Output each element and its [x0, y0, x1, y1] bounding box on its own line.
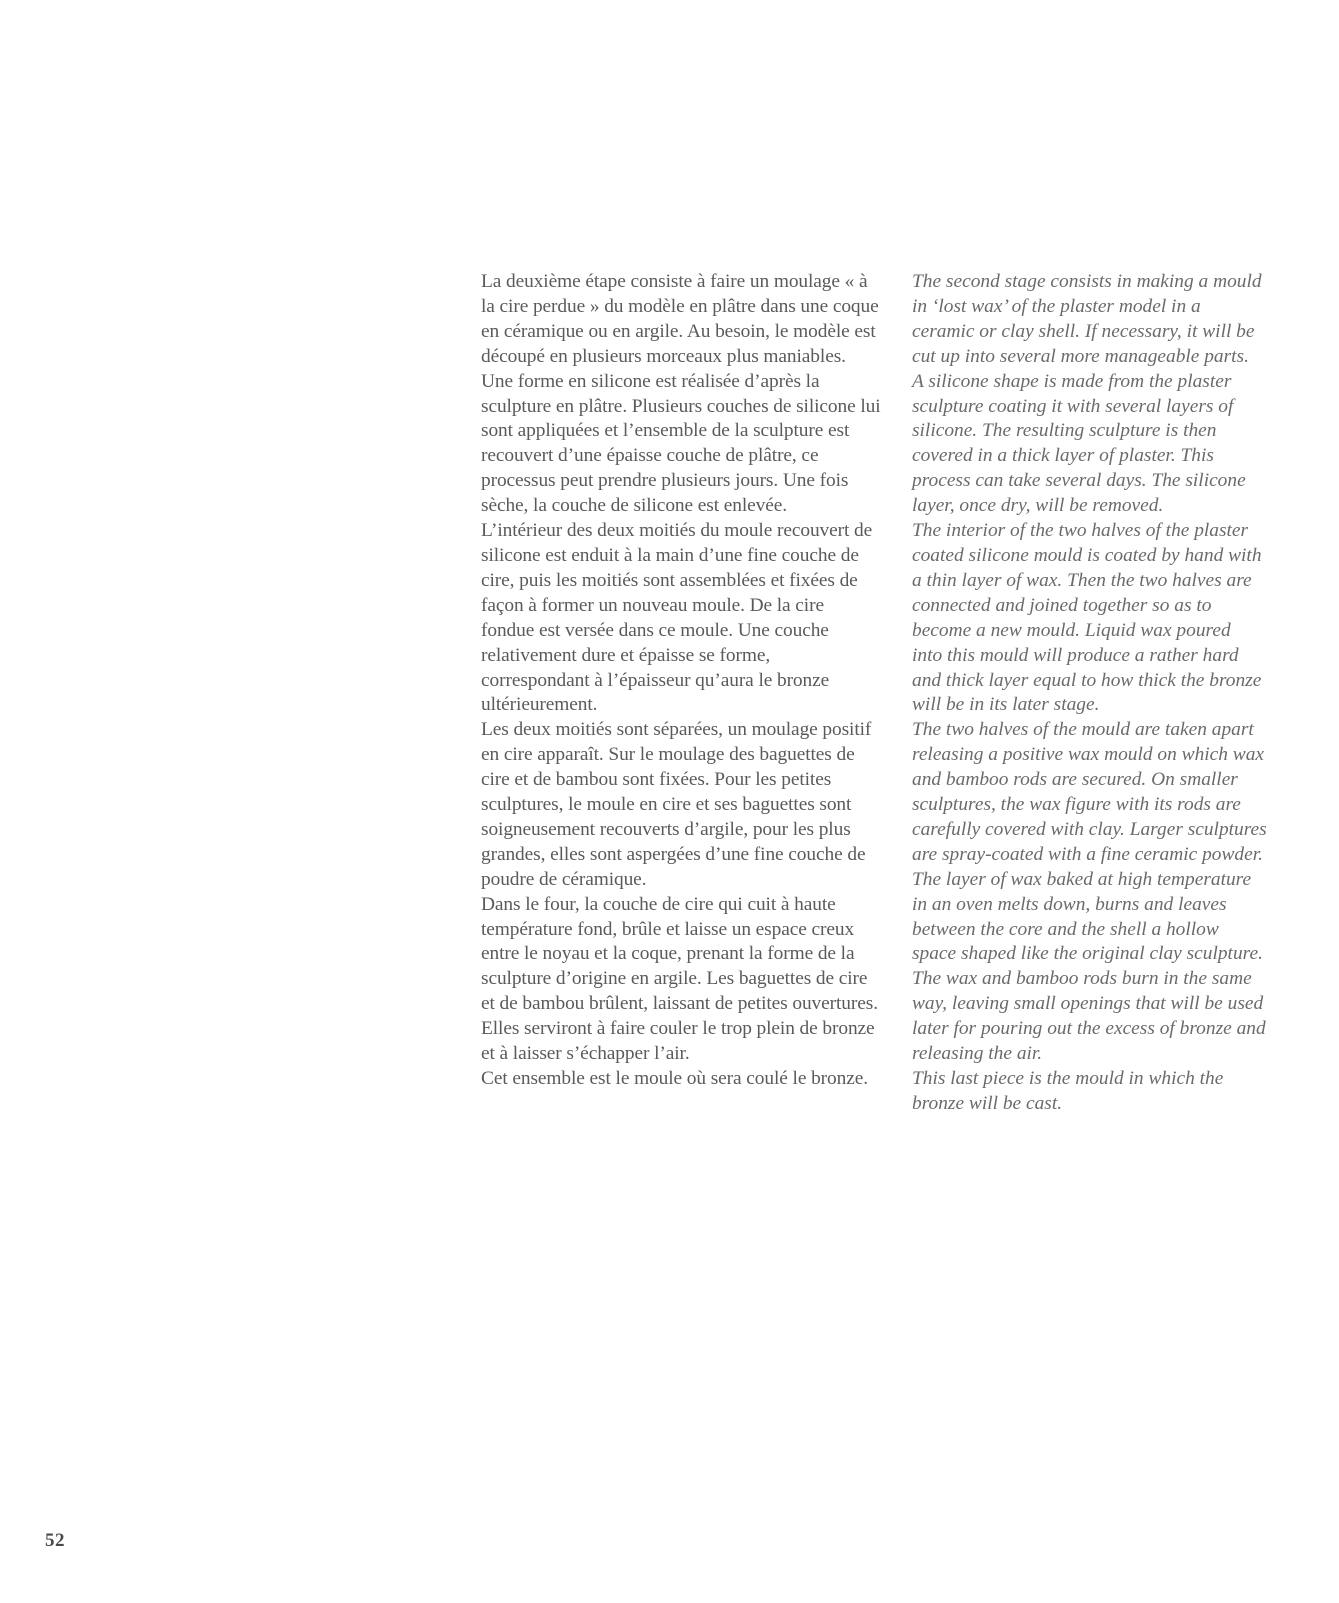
english-line: releasing the air.: [912, 1043, 1043, 1065]
english-line: process can take several days. The silicone: [912, 470, 1246, 492]
english-line: coated silicone mould is coated by hand with: [912, 544, 1262, 566]
english-line: in an oven melts down, burns and leaves: [912, 893, 1227, 915]
english-line: later for pouring out the excess of bronze and: [912, 1018, 1266, 1040]
english-line: cut up into several more manageable parts.: [912, 345, 1249, 367]
english-line: connected and joined together so as to: [912, 594, 1212, 616]
english-line: between the core and the shell a hollow: [912, 918, 1219, 940]
english-line: become a new mould. Liquid wax poured: [912, 619, 1231, 641]
english-line: carefully covered with clay. Larger sculptures: [912, 818, 1267, 840]
english-line: a thin layer of wax. Then the two halves are: [912, 569, 1252, 591]
english-line: will be in its later stage.: [912, 694, 1100, 716]
english-line: The second stage consists in making a mould: [912, 271, 1262, 292]
english-line: The wax and bamboo rods burn in the same: [912, 968, 1252, 990]
english-line: layer, once dry, will be removed.: [912, 495, 1164, 517]
english-line: A silicone shape is made from the plaster: [912, 370, 1232, 392]
english-line: The interior of the two halves of the plaster: [912, 520, 1249, 542]
english-line: sculpture coating it with several layers of: [912, 395, 1234, 417]
english-line: way, leaving small openings that will be used: [912, 993, 1264, 1015]
english-line: in ‘lost wax’ of the plaster model in a: [912, 295, 1201, 317]
english-line: and thick layer equal to how thick the bronze: [912, 669, 1262, 691]
english-line: bronze will be cast.: [912, 1092, 1063, 1114]
english-line: covered in a thick layer of plaster. This: [912, 445, 1214, 467]
french-paragraph-2: Une forme en silicone est réalisée d’après la sculpture en plâtre. Plusieurs couches de silicone lui sont appliquées et l’ensemble de la sculpture est recouvert d’une épaisse couche de plâtre, ce processus peut prendre plusieurs jours. Une fois sèche, la couche de silicone est enlevée.: [481, 370, 881, 517]
english-line: This last piece is the mould in which the: [912, 1068, 1224, 1089]
french-paragraph-1: La deuxième étape consiste à faire un moulage « à la cire perdue » du modèle en plâtre dans une coque en céramique ou en argile. Au besoin, le modèle est découpé en plusieurs morceaux plus maniables.: [481, 271, 879, 367]
english-line: into this mould will produce a rather hard: [912, 644, 1239, 666]
french-paragraph-6: Cet ensemble est le moule où sera coulé le bronze.: [481, 1068, 868, 1089]
english-line: sculptures, the wax figure with its rods are: [912, 794, 1241, 816]
page-number: 52: [45, 1530, 65, 1551]
french-text-column: [481, 270, 881, 1092]
french-paragraph-5: Dans le four, la couche de cire qui cuit à haute température fond, brûle et laisse un espace creux entre le noyau et la coque, prenant la forme de la sculpture d’origine en argile. Les baguettes de cire et de bambou brûlent, laissant de petites ouvertures. Elles serviront à faire couler le trop plein de bronze et à laisser s’échapper l’air.: [481, 893, 878, 1065]
french-paragraph-4: Les deux moitiés sont séparées, un moulage positif en cire apparaît. Sur le moulage des baguettes de cire et de bambou sont fixées. Pour les petites sculptures, le moule en cire et ses baguettes sont soigneusement recouverts d’argile, pour les plus grandes, elles sont aspergées d’une fine couche de poudre de céramique.: [481, 719, 872, 890]
english-line: The two halves of the mould are taken apart: [912, 719, 1254, 741]
english-line: and bamboo rods are secured. On smaller: [912, 769, 1238, 791]
english-line: space shaped like the original clay sculpture.: [912, 943, 1263, 965]
english-line: silicone. The resulting sculpture is then: [912, 420, 1217, 442]
english-line: The layer of wax baked at high temperature: [912, 868, 1252, 890]
english-line: releasing a positive wax mould on which wax: [912, 744, 1265, 766]
english-line: are spray-coated with a fine ceramic powder.: [912, 843, 1263, 865]
french-paragraph-3: L’intérieur des deux moitiés du moule recouvert de silicone est enduit à la main d’une fine couche de cire, puis les moitiés sont assemblées et fixées de façon à former un nouveau moule. De la cire fondue est versée dans ce moule. Une couche relativement dure et épaisse se forme, correspondant à l’épaisseur qu’aura le bronze ultérieurement.: [481, 520, 873, 716]
english-line: ceramic or clay shell. If necessary, it will be: [912, 320, 1255, 342]
english-text-column: [912, 270, 1327, 1117]
